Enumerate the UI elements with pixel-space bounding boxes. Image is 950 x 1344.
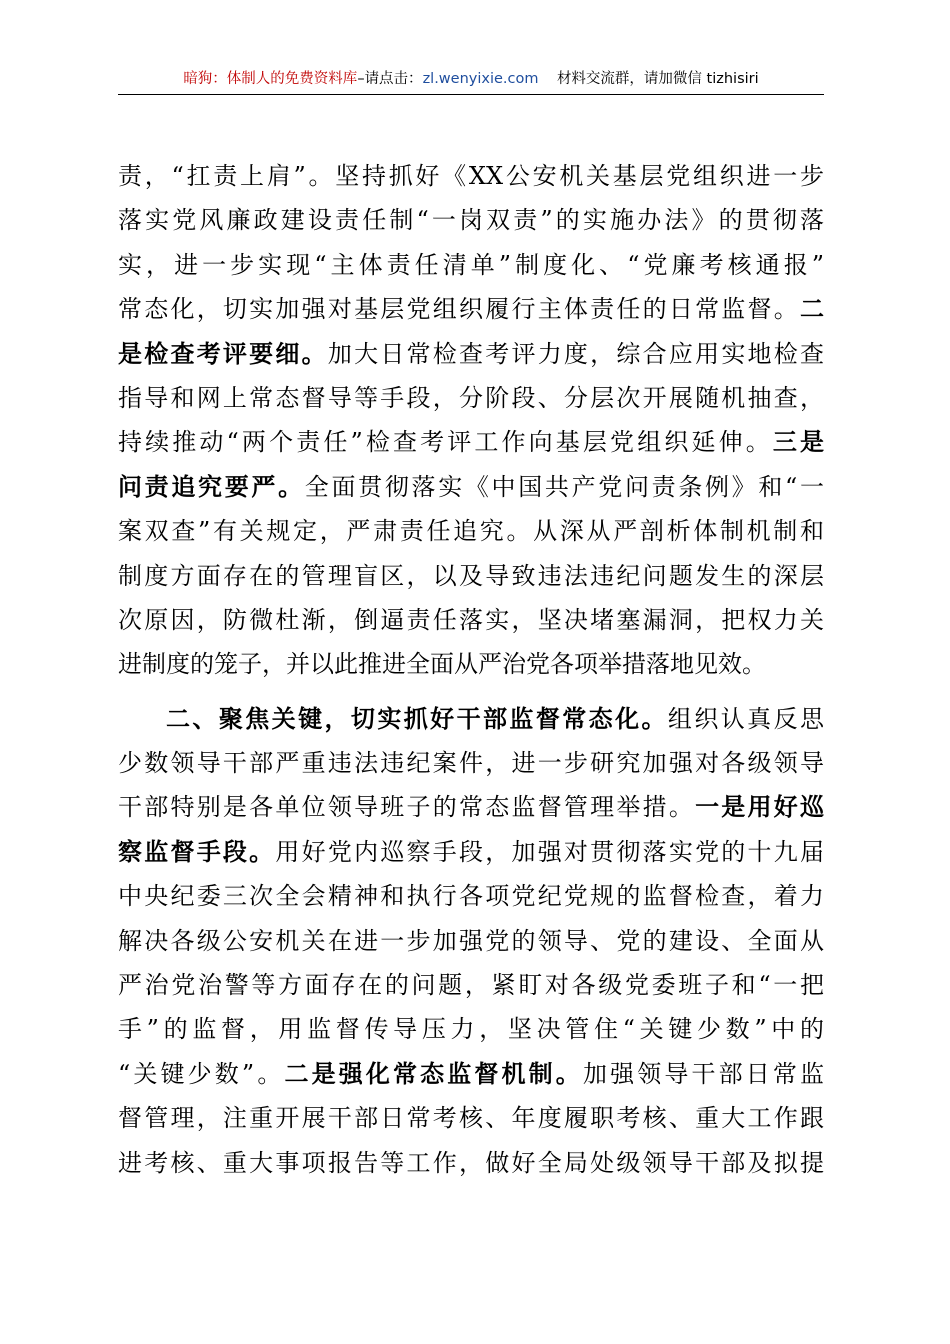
- document-body: [118, 154, 824, 1185]
- paragraph-gap: [118, 687, 824, 697]
- text-line: 进考核、重大事项报告等工作，做好全局处级领导干部及拟提: [118, 1148, 824, 1177]
- text-line: [118, 287, 824, 331]
- text-line: [118, 785, 824, 829]
- text-line: [118, 830, 824, 874]
- text-line: [118, 332, 824, 376]
- bold-text: 察监督手段。: [118, 837, 276, 866]
- text-line: 责，“扛责上肩”。坚持抓好《XX公安机关基层党组织进一步: [118, 162, 824, 190]
- text-span: 常态化，切实加强对基层党组织履行主体责任的日常监督。: [118, 295, 800, 324]
- text-line: [118, 465, 824, 509]
- text-line: [118, 420, 824, 464]
- text-span: 用好党内巡察手段，加强对贯彻落实党的十九届: [275, 837, 824, 866]
- header-divider: [118, 94, 824, 95]
- header-site-name: 暗狗：体制人的免费资料库: [183, 71, 358, 87]
- paragraph-2: [118, 697, 824, 1185]
- text-line: 实，进一步实现“主体责任清单”制度化、“党廉考核通报”: [118, 250, 824, 279]
- text-line: 少数领导干部严重违法违纪案件，进一步研究加强对各级领导: [118, 749, 824, 778]
- header-click-prompt: –请点击：: [357, 71, 423, 87]
- text-span: 全面贯彻落实《中国共产党问责条例》和“一: [304, 472, 824, 501]
- text-line: 解决各级公安机关在进一步加强党的领导、党的建设、全面从: [118, 926, 824, 955]
- text-line: [118, 697, 824, 741]
- paragraph-1: [118, 154, 824, 687]
- text-span: 加强领导干部日常监: [582, 1059, 824, 1088]
- text-span: 组织认真反思: [667, 704, 824, 733]
- text-line: 督管理，注重开展干部日常考核、年度履职考核、重大工作跟: [118, 1104, 824, 1133]
- bold-text: 三是: [772, 428, 824, 457]
- bold-text: 是检查考评要细。: [118, 339, 328, 368]
- bold-text: 二是强化常态监督机制。: [284, 1059, 583, 1088]
- text-line: 进制度的笼子，并以此推进全面从严治党各项举措落地见效。: [118, 650, 766, 679]
- text-span: “关键少数”。: [118, 1059, 285, 1088]
- bold-text: 二: [800, 295, 824, 324]
- bold-text: 问责追究要严。: [118, 472, 305, 501]
- text-line: 落实党风廉政建设责任制“一岗双责”的实施办法》的贯彻落: [118, 206, 824, 235]
- text-line: 指导和网上常态督导等手段，分阶段、分层次开展随机抽查，: [118, 383, 824, 412]
- bold-heading: 二、聚焦关键，切实抓好干部监督常态化。: [166, 704, 668, 733]
- header-link[interactable]: zl.wenyixie.com: [422, 71, 539, 87]
- bold-text: 一是用好巡: [695, 793, 824, 822]
- text-line: 制度方面存在的管理盲区，以及导致违法违纪问题发生的深层: [118, 561, 824, 590]
- text-span: 干部特别是各单位领导班子的常态监督管理举措。: [118, 793, 696, 822]
- text-line: [118, 1052, 824, 1096]
- text-line: 手”的监督，用监督传导压力，坚决管住“关键少数”中的: [118, 1015, 824, 1044]
- text-line: 次原因，防微杜渐，倒逼责任落实，坚决堵塞漏洞，把权力关: [118, 605, 824, 634]
- text-span: 加大日常检查考评力度，综合应用实地检查: [327, 339, 824, 368]
- text-line: 中央纪委三次全会精神和执行各项党纪党规的监督检查，着力: [118, 882, 824, 911]
- header-wechat-note: 材料交流群，请加微信 tizhisiri: [556, 71, 759, 87]
- page-header: [118, 68, 824, 90]
- text-line: 案双查”有关规定，严肃责任追究。从深从严剖析体制机制和: [118, 517, 824, 546]
- text-line: 严治党治警等方面存在的问题，紧盯对各级党委班子和“一把: [118, 971, 824, 1000]
- text-span: 持续推动“两个责任”检查考评工作向基层党组织延伸。: [118, 428, 773, 457]
